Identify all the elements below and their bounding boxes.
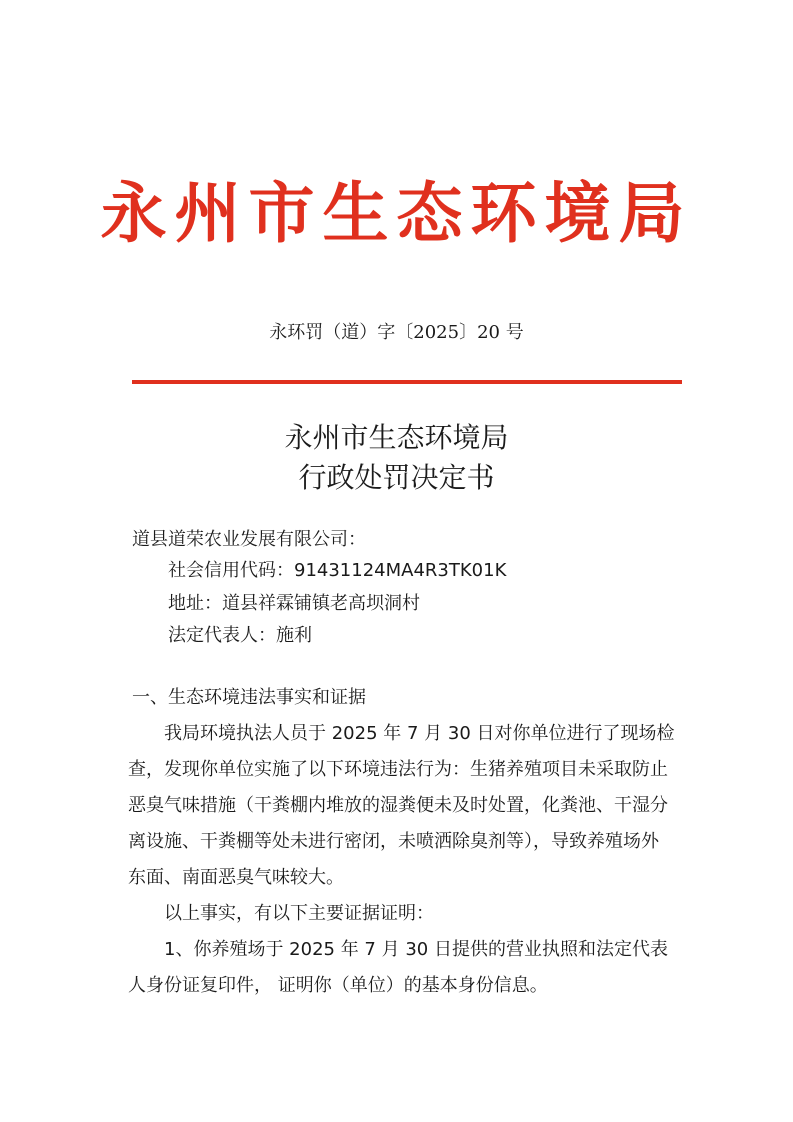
- red-divider: [132, 380, 682, 384]
- evidence-intro: 以上事实，有以下主要证据证明：: [164, 903, 434, 924]
- party-name: 道县道荣农业发展有限公司：: [132, 529, 366, 550]
- party-legal-rep: 法定代表人：施利: [168, 625, 312, 646]
- facts-paragraph: 我局环境执法人员于 2025 年 7 月 30 日对你单位进行了现场检查，发现你单位实施了以下环境违法行为：生猪养殖项目未采取防止恶臭气味措施（干粪棚内堆放的湿粪便未及时处置，化粪池、干湿分离设施、干粪棚等处未进行密闭，未喷洒除臭剂等），导致养殖场外东面、南面恶臭气味较大。: [128, 723, 675, 888]
- party-credit-code: 社会信用代码：91431124MA4R3TK01K: [168, 560, 507, 581]
- section-heading: 一、生态环境违法事实和证据: [132, 687, 366, 708]
- agency-masthead: 永州市生态环境局: [100, 174, 693, 252]
- document-number: 永环罚（道）字〔2025〕20 号: [269, 322, 524, 343]
- document-title: [0, 418, 793, 498]
- title-line-1: 永州市生态环境局: [284, 421, 509, 454]
- title-line-2: 行政处罚决定书: [298, 461, 495, 494]
- evidence-item-1: 1、你养殖场于 2025 年 7 月 30 日提供的营业执照和法定代表人身份证复印件， 证明你（单位）的基本身份信息。: [128, 939, 668, 996]
- party-address: 地址：道县祥霖铺镇老高坝洞村: [168, 593, 420, 614]
